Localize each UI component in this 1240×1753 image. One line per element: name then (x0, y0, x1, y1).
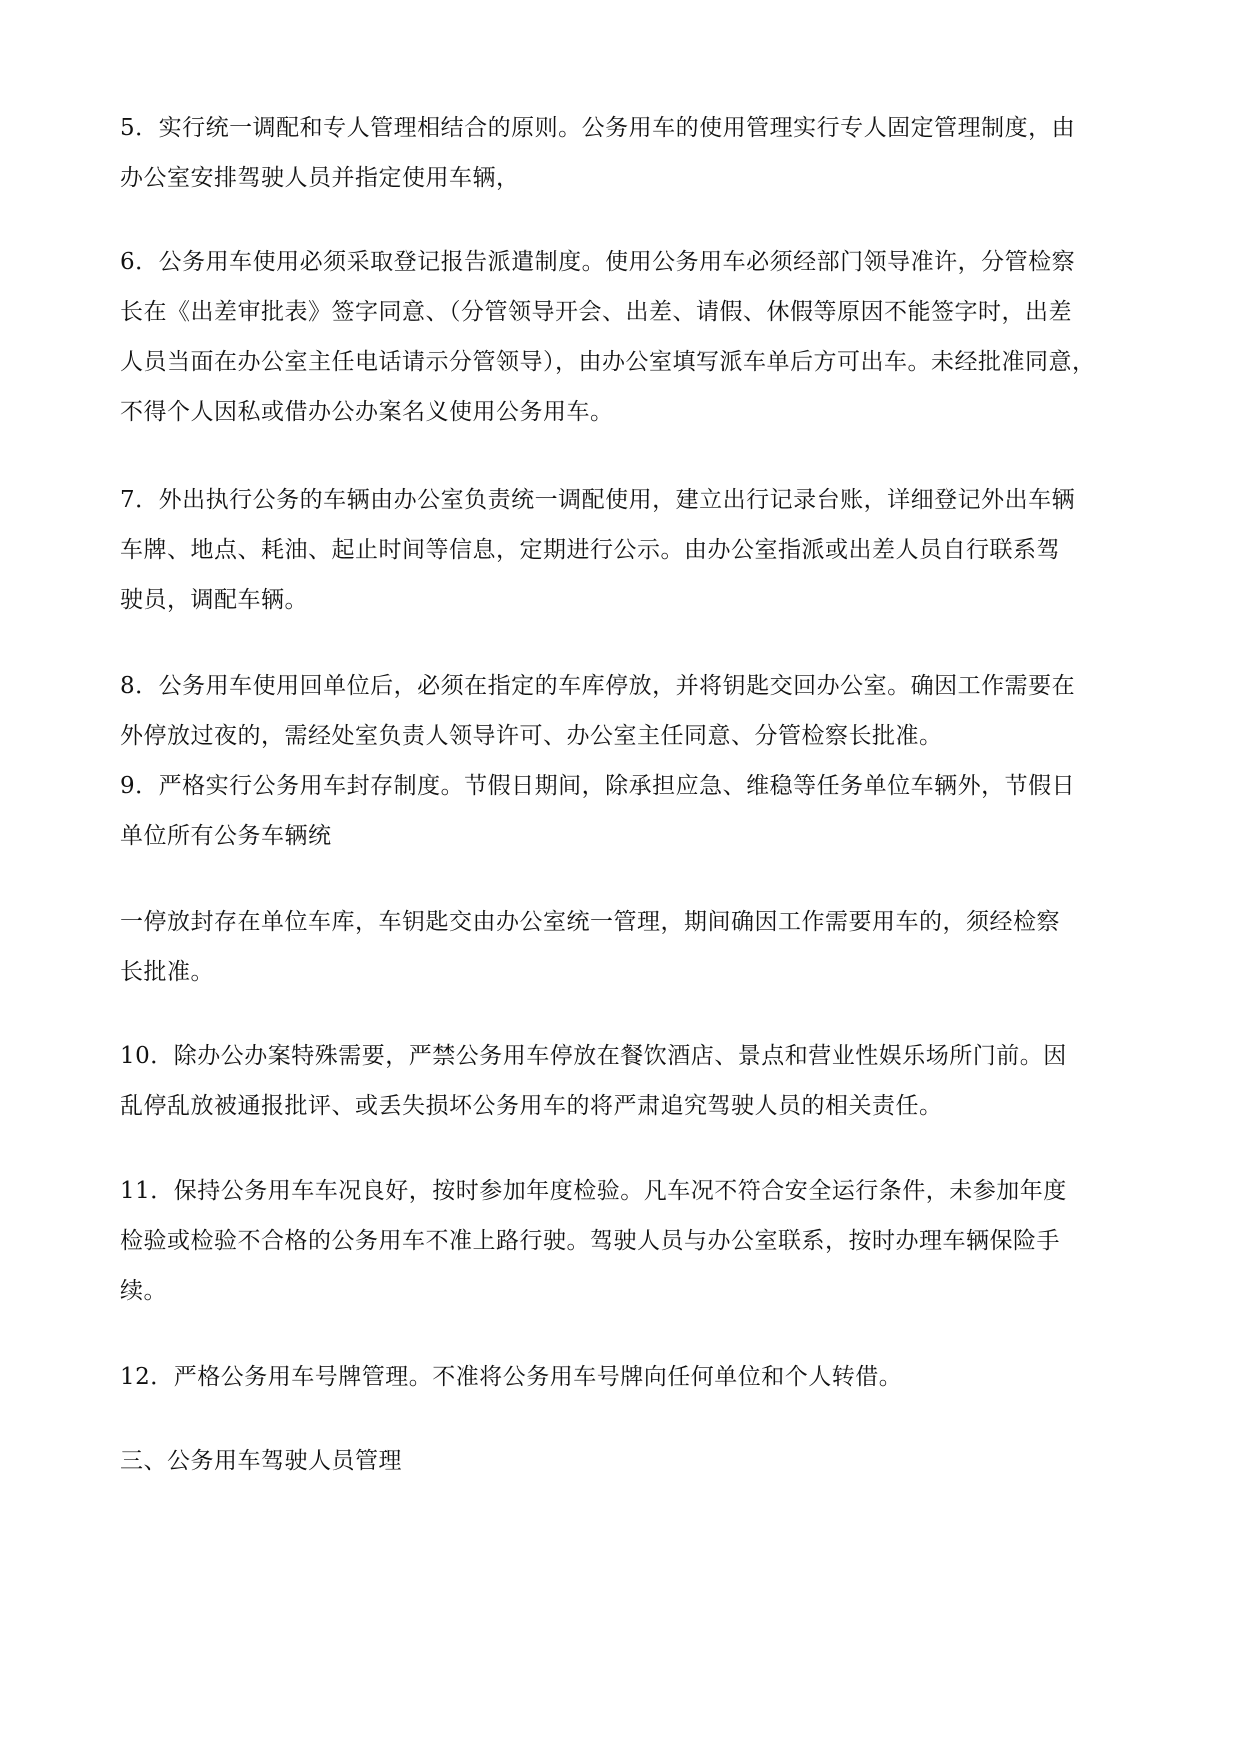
text-line: 7．外出执行公务的车辆由办公室负责统一调配使用，建立出行记录台账，详细登记外出车辆 (120, 487, 1076, 513)
text-line: 乱停乱放被通报批评、或丢失损坏公务用车的将严肃追究驾驶人员的相关责任。 (120, 1093, 943, 1119)
text-line: 外停放过夜的，需经处室负责人领导许可、办公室主任同意、分管检察长批准。 (120, 723, 943, 749)
text-line: 检验或检验不合格的公务用车不准上路行驶。驾驶人员与办公室联系，按时办理车辆保险手 (120, 1228, 1060, 1254)
text-line: 一停放封存在单位车库，车钥匙交由办公室统一管理，期间确因工作需要用车的，须经检察 (120, 909, 1060, 935)
paragraph-item-9-continued (120, 897, 1130, 997)
text-line: 长在《出差审批表》签字同意、（分管领导开会、出差、请假、休假等原因不能签字时，出差 (120, 299, 1072, 325)
text-line: 12．严格公务用车号牌管理。不准将公务用车号牌向任何单位和个人转借。 (120, 1364, 903, 1390)
text-line: 11．保持公务用车车况良好，按时参加年度检验。凡车况不符合安全运行条件，未参加年度 (120, 1178, 1067, 1204)
text-line: 9．严格实行公务用车封存制度。节假日期间，除承担应急、维稳等任务单位车辆外，节假日 (120, 773, 1076, 799)
text-line: 续。 (120, 1278, 167, 1304)
text-line: 不得个人因私或借办公办案名义使用公务用车。 (120, 399, 614, 425)
text-line: 8．公务用车使用回单位后，必须在指定的车库停放，并将钥匙交回办公室。确因工作需要在 (120, 673, 1076, 699)
paragraph-item-7 (120, 475, 1130, 625)
paragraph-item-12 (120, 1352, 1130, 1402)
text-line: 长批准。 (120, 959, 214, 985)
paragraph-item-8-9 (120, 661, 1130, 861)
text-line: 驶员，调配车辆。 (120, 587, 308, 613)
paragraph-item-5 (120, 103, 1130, 203)
text-line: 10．除办公办案特殊需要，严禁公务用车停放在餐饮酒店、景点和营业性娱乐场所门前。因 (120, 1043, 1067, 1069)
text-line: 办公室安排驾驶人员并指定使用车辆， (120, 165, 520, 191)
text-line: 5．实行统一调配和专人管理相结合的原则。公务用车的使用管理实行专人固定管理制度，由 (120, 115, 1076, 141)
text-line: 人员当面在办公室主任电话请示分管领导），由办公室填写派车单后方可出车。未经批准同意， (120, 349, 1096, 375)
paragraph-item-6 (120, 237, 1130, 437)
text-line: 车牌、地点、耗油、起止时间等信息，定期进行公示。由办公室指派或出差人员自行联系驾 (120, 537, 1060, 563)
paragraph-item-10 (120, 1031, 1130, 1131)
text-line: 三、公务用车驾驶人员管理 (120, 1448, 402, 1474)
text-line: 6．公务用车使用必须采取登记报告派遣制度。使用公务用车必须经部门领导准许，分管检察 (120, 249, 1076, 275)
paragraph-item-11 (120, 1166, 1130, 1316)
section-heading (120, 1436, 1130, 1486)
text-line: 单位所有公务车辆统 (120, 823, 332, 849)
